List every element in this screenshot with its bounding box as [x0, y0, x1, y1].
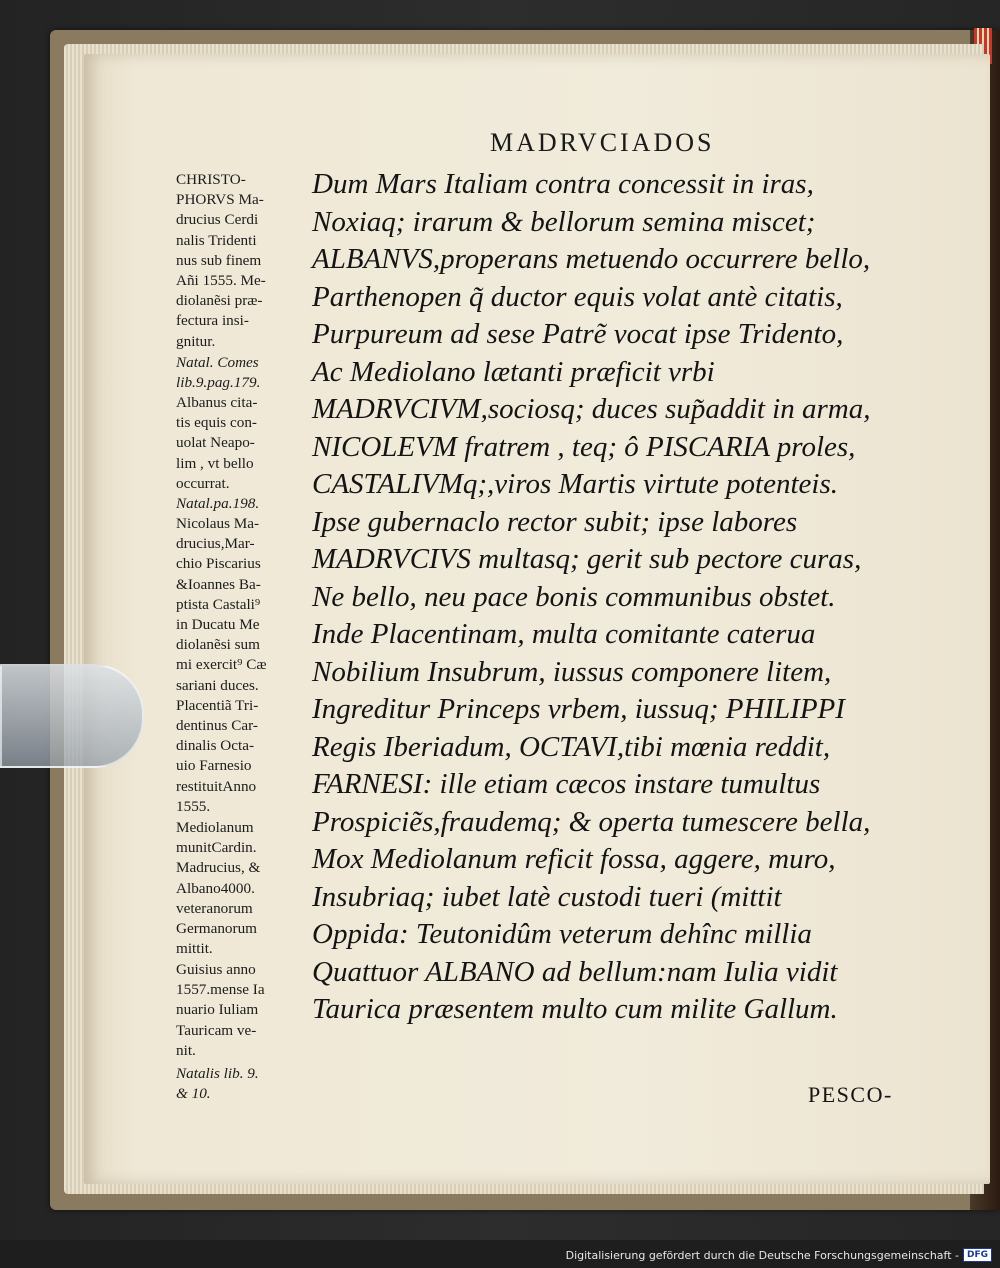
- margin-note-line: CHRISTO-: [176, 171, 246, 188]
- margin-note-line: Mediolanum: [176, 819, 254, 836]
- margin-note-line: in Ducatu Me: [176, 616, 260, 634]
- margin-note-line: nalis Tridenti: [176, 231, 257, 249]
- margin-note-line: Albanus cita-: [176, 394, 258, 411]
- margin-note: [176, 353, 306, 393]
- funding-notice: Digitalisierung gefördert durch die Deutsche Forschungsgemeinschaft -: [565, 1248, 959, 1262]
- margin-note-line: veteranorum: [176, 899, 253, 917]
- margin-note-line: Germanorum: [176, 920, 257, 938]
- margin-note-line: mittit.: [176, 940, 213, 958]
- verse-line: Taurica præsentem multo cum milite Gallum.: [312, 993, 838, 1025]
- margin-note: [176, 960, 306, 1061]
- margin-note-line: Añi 1555. Me-: [176, 272, 266, 290]
- margin-note-line: 1557.mense Ia: [176, 981, 265, 999]
- margin-note-line: uolat Neapo-: [176, 434, 255, 452]
- dfg-logo-icon: DFG: [963, 1248, 992, 1262]
- margin-note-line: nus sub finem: [176, 251, 262, 269]
- margin-note-line: Natal. Comes: [176, 354, 259, 371]
- verse-line: FARNESI: ille etiam cæcos instare tumultus: [312, 768, 821, 800]
- verse-line: Noxiaq; irarum & bellorum semina miscet;: [312, 205, 816, 238]
- verse-line: Regis Iberiadum, OCTAVI,tibi mœnia reddit,: [312, 730, 831, 763]
- verse-line: Prospiciẽs,fraudemq; & operta tumescere bella,: [312, 805, 871, 838]
- margin-note-line: sariani duces.: [176, 676, 259, 694]
- margin-note-line: Natal.pa.198.: [176, 495, 260, 512]
- verse-line: MADRVCIVM,sociosq; duces sup̃addit in arma,: [312, 393, 871, 425]
- margin-note-line: ptista Castali⁹: [176, 595, 261, 613]
- margin-note-line: diolanẽsi sum: [176, 636, 260, 654]
- margin-note: [176, 494, 306, 514]
- verse-line: Ac Mediolano lætanti præficit vrbi: [312, 355, 715, 388]
- margin-note-line: Nicolaus Ma-: [176, 515, 260, 532]
- margin-note: [176, 170, 306, 352]
- catchword: PESCO-: [808, 1082, 893, 1107]
- margin-note: [176, 1064, 306, 1104]
- page-clip: [0, 664, 144, 768]
- margin-note-line: fectura insi-: [176, 312, 249, 330]
- margin-note-line: chio Piscarius: [176, 555, 261, 573]
- verse-line: Oppida: Teutonidûm veterum dehînc millia: [312, 918, 812, 950]
- verse-line: Ingreditur Princeps vrbem, iussuq; PHILIPPI: [312, 693, 845, 725]
- margin-note-line: munitCardin.: [176, 839, 257, 857]
- verse-line: Nobilium Insubrum, iussus componere litem,: [312, 655, 832, 688]
- verse-line: Inde Placentinam, multa comitante caterua: [312, 618, 816, 650]
- verse-line: Ne bello, neu pace bonis communibus obstet.: [312, 580, 836, 613]
- margin-note: [176, 393, 306, 494]
- verse-line: Purpureum ad sese Patrẽ vocat ipse Tridento,: [312, 318, 844, 350]
- verse-line: Parthenopen q̃ ductor equis volat antè citatis,: [312, 280, 843, 313]
- verse-line: Quattuor ALBANO ad bellum:nam Iulia vidit: [312, 955, 838, 988]
- running-title: MADRVCIADOS: [490, 128, 715, 157]
- margin-note-line: mi exercit⁹ Cæ: [176, 656, 267, 674]
- margin-note-line: restituitAnno: [176, 777, 257, 795]
- margin-note: [176, 514, 306, 817]
- verse-line: CASTALIVMq;,viros Martis virtute potenteis.: [312, 468, 838, 500]
- verse-line: Mox Mediolanum reficit fossa, aggere, muro,: [312, 843, 836, 875]
- margin-note-line: dinalis Octa-: [176, 737, 255, 755]
- verse-line: Dum Mars Italiam contra concessit in iras,: [312, 168, 814, 200]
- margin-note-line: tis equis con-: [176, 414, 257, 432]
- margin-note-line: Madrucius, &: [176, 859, 261, 877]
- margin-note-line: nuario Iuliam: [176, 1001, 259, 1019]
- verse-text: [312, 166, 952, 1029]
- verse-line: NICOLEVM fratrem , teq; ô PISCARIA proles,: [312, 430, 856, 463]
- footer: [566, 1244, 992, 1266]
- verse-line: Ipse gubernaclo rector subit; ipse labores: [312, 505, 798, 538]
- margin-note-line: lib.9.pag.179.: [176, 374, 261, 392]
- margin-note-line: diolanẽsi præ-: [176, 292, 263, 310]
- margin-note-line: &Ioannes Ba-: [176, 575, 261, 593]
- margin-note: [176, 818, 306, 959]
- margin-note-line: gnitur.: [176, 332, 216, 350]
- margin-note-line: Tauricam ve-: [176, 1021, 257, 1039]
- margin-note-line: Natalis lib. 9.: [176, 1065, 259, 1082]
- margin-note-line: dentinus Car-: [176, 717, 258, 735]
- margin-note-line: Albano4000.: [176, 879, 255, 897]
- margin-note-line: drucius Cerdi: [176, 211, 259, 229]
- margin-note-line: uio Farnesio: [176, 757, 252, 775]
- margin-note-line: Placentiã Tri-: [176, 696, 259, 714]
- margin-note-line: PHORVS Ma-: [176, 191, 264, 209]
- margin-note-line: Guisius anno: [176, 961, 256, 978]
- margin-note-line: nit.: [176, 1041, 196, 1059]
- margin-note-line: drucius,Mar-: [176, 535, 255, 553]
- margin-note-line: occurrat.: [176, 474, 230, 492]
- verse-line: MADRVCIVS multasq; gerit sub pectore curas,: [312, 543, 862, 575]
- margin-note-line: 1555.: [176, 797, 211, 815]
- margin-note-line: lim , vt bello: [176, 454, 254, 472]
- verse-line: ALBANVS,properans metuendo occurrere bello,: [312, 243, 871, 275]
- margin-note-line: & 10.: [176, 1085, 211, 1103]
- verse-line: Insubriaq; iubet latè custodi tueri (mittit: [312, 880, 782, 913]
